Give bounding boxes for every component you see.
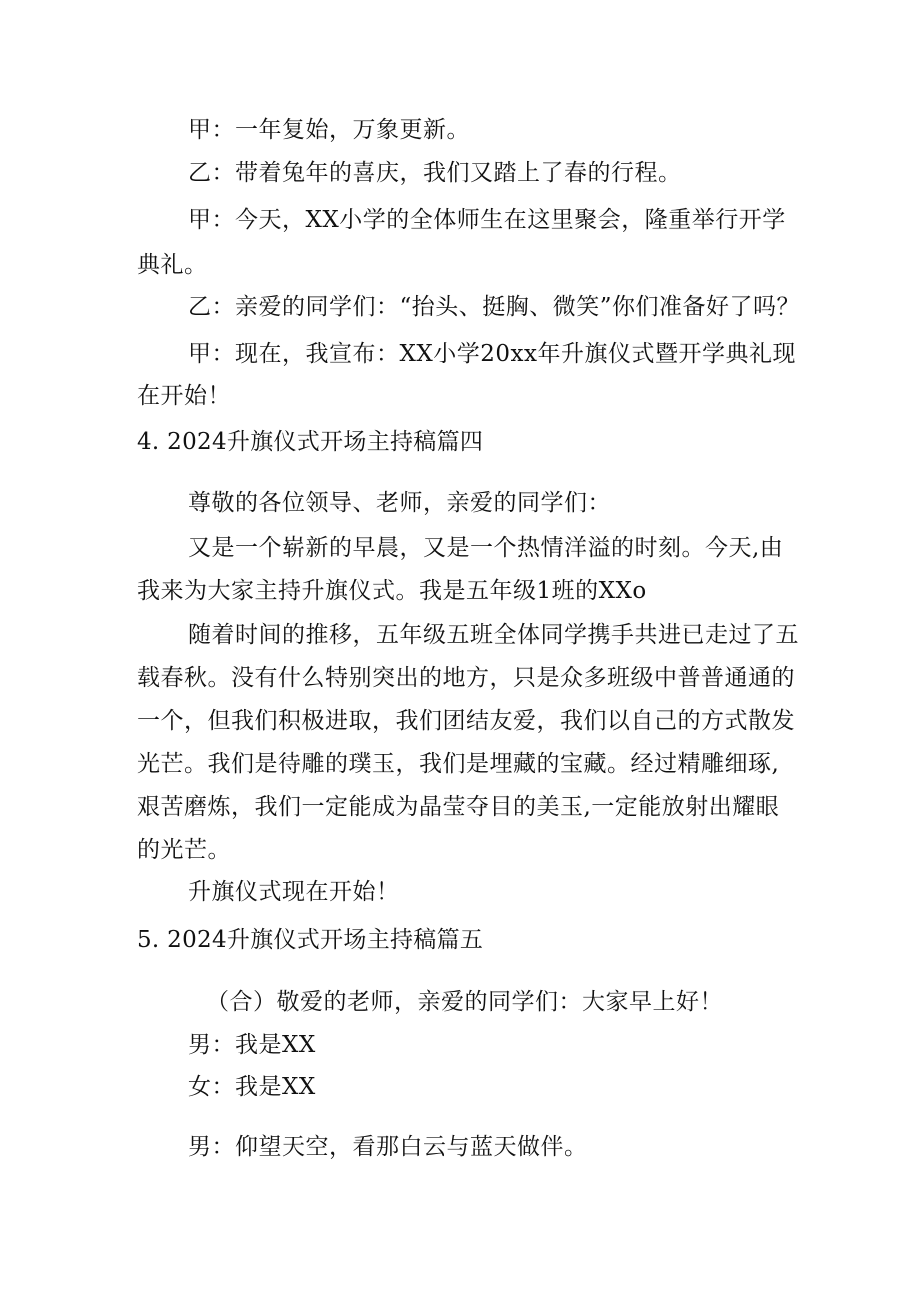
paragraph-line: 典礼。 (137, 252, 208, 278)
paragraph-line: 艰苦磨炼，我们一定能成为晶莹夺目的美玉,一定能放射出耀眼 (137, 794, 780, 820)
section-heading: 4. 2024升旗仪式开场主持稿篇四 (137, 429, 484, 455)
paragraph-line: 乙：亲爱的同学们：“抬头、挺胸、微笑”你们准备好了吗？ (188, 294, 801, 320)
paragraph-line: 尊敬的各位领导、老师，亲爱的同学们： (188, 490, 611, 516)
paragraph-line: 的光芒。 (137, 837, 231, 863)
paragraph-line: 甲：现在，我宣布：XX小学20xx年升旗仪式暨开学典礼现 (188, 341, 796, 367)
paragraph-line: 升旗仪式现在开始！ (188, 879, 400, 905)
paragraph-line: 男：仰望天空，看那白云与蓝天做伴。 (188, 1134, 588, 1160)
paragraph-line: 随着时间的推移，五年级五班全体同学携手共进已走过了五 (188, 622, 799, 648)
paragraph-line: 我来为大家主持升旗仪式。我是五年级1班的XXo (137, 578, 647, 604)
paragraph-line: 在开始！ (137, 383, 231, 409)
paragraph-line: 男：我是XX (188, 1032, 316, 1058)
paragraph-line: 乙：带着兔年的喜庆，我们又踏上了春的行程。 (188, 160, 682, 186)
paragraph-line: 甲：一年复始，万象更新。 (188, 117, 470, 143)
paragraph-line: 载春秋。没有什么特别突出的地方，只是众多班级中普普通通的 (137, 665, 795, 691)
paragraph-line: （合）敬爱的老师，亲爱的同学们：大家早上好！ (206, 989, 723, 1015)
paragraph-line: 一个，但我们积极进取，我们团结友爱，我们以自己的方式散发 (137, 708, 795, 734)
paragraph-line: 甲：今天，XX小学的全体师生在这里聚会，隆重举行开学 (188, 207, 786, 233)
section-heading: 5. 2024升旗仪式开场主持稿篇五 (137, 927, 484, 953)
paragraph-line: 光芒。我们是待雕的璞玉，我们是埋藏的宝藏。经过精雕细琢, (137, 751, 780, 777)
paragraph-line: 又是一个崭新的早晨，又是一个热情洋溢的时刻。今天,由 (188, 535, 784, 561)
paragraph-line: 女：我是XX (188, 1074, 316, 1100)
